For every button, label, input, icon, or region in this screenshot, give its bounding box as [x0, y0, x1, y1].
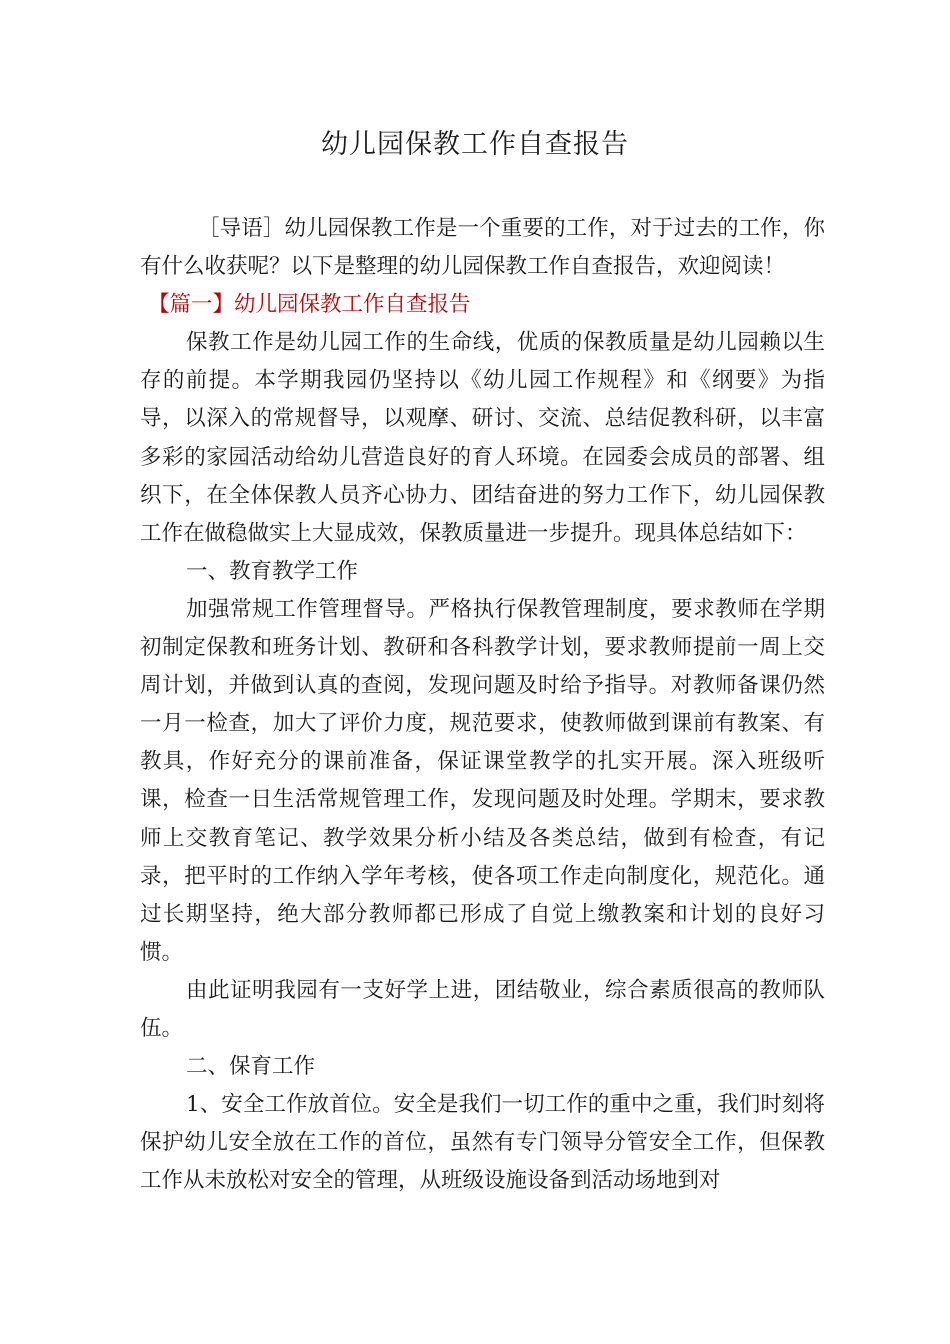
document-body	[140, 210, 825, 1200]
body-paragraph: 由此证明我园有一支好学上进，团结敬业，综合素质很高的教师队伍。	[140, 977, 825, 1041]
body-paragraph: 1、安全工作放首位。安全是我们一切工作的重中之重，我们时刻将保护幼儿安全放在工作的首位，虽然有专门领导分管安全工作，但保教工作从未放松对安全的管理，从班级设施设备到活动场地到对	[140, 1092, 825, 1194]
intro-paragraph: ［导语］幼儿园保教工作是一个重要的工作，对于过去的工作，你有什么收获呢？以下是整理的幼儿园保教工作自查报告，欢迎阅读！	[140, 216, 825, 280]
section-heading: 一、教育教学工作	[186, 558, 359, 584]
document-title: 幼儿园保教工作自查报告	[321, 129, 629, 160]
body-paragraph: 加强常规工作管理督导。严格执行保教管理制度，要求教师在学期初制定保教和班务计划、教研和各科教学计划，要求教师提前一周上交周计划，并做到认真的查阅，发现问题及时给予指导。对教师备课仍然一月一检查，加大了评价力度，规范要求，使教师做到课前有教案、有教具，作好充分的课前准备，保证课堂教学的扎实开展。深入班级听课，检查一日生活常规管理工作，发现问题及时处理。学期末，要求教师上交教育笔记、教学效果分析小结及各类总结，做到有检查，有记录，把平时的工作纳入学年考核，使各项工作走向制度化，规范化。通过长期坚持，绝大部分教师都已形成了自觉上缴教案和计划的良好习惯。	[140, 596, 825, 965]
chapter-heading: 【篇一】幼儿园保教工作自查报告	[148, 292, 471, 318]
section-heading: 二、保育工作	[186, 1054, 316, 1080]
chapter-heading-row	[140, 286, 825, 324]
body-paragraph: 保教工作是幼儿园工作的生命线，优质的保教质量是幼儿园赖以生存的前提。本学期我园仍坚持以《幼儿园工作规程》和《纲要》为指导，以深入的常规督导，以观摩、研讨、交流、总结促教科研，以丰富多彩的家园活动给幼儿营造良好的育人环境。在园委会成员的部署、组织下，在全体保教人员齐心协力、团结奋进的努力工作下，幼儿园保教工作在做稳做实上大显成效，保教质量进一步提升。现具体总结如下：	[140, 330, 825, 546]
